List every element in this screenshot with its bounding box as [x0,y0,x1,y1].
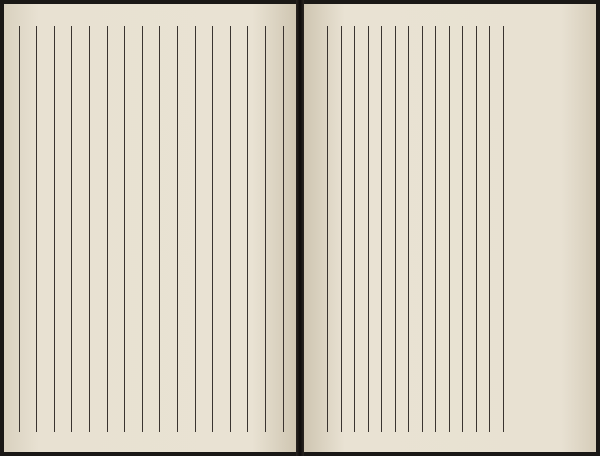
leader-line [327,26,329,432]
book-section-note [558,28,574,198]
toc-entry [538,22,557,436]
toc-entry [116,22,135,436]
leader-line [283,26,285,432]
leader-line [408,26,410,432]
leader-line [107,26,109,432]
leader-line [449,26,451,432]
leader-line [462,26,464,432]
leader-line [177,26,179,432]
leader-line [341,26,343,432]
leader-line [89,26,91,432]
leader-line [19,26,21,432]
leader-line [395,26,397,432]
column-header-note [518,48,536,198]
leader-line [354,26,356,432]
toc-entry [28,22,47,436]
leader-line [159,26,161,432]
leader-line [381,26,383,432]
leader-line [142,26,144,432]
left-page [4,4,296,452]
toc-entry [168,22,187,436]
toc-entry [133,22,152,436]
right-page [304,4,596,452]
toc-entry [186,22,205,436]
leader-line [36,26,38,432]
leader-line [230,26,232,432]
leader-line [435,26,437,432]
leader-line [422,26,424,432]
toc-entry [10,22,29,436]
toc-entry [256,22,275,436]
book-spine [296,0,304,456]
leader-line [503,26,505,432]
leader-line [71,26,73,432]
toc-entry [98,22,117,436]
toc-entry [204,22,223,436]
leader-line [476,26,478,432]
toc-entry [151,22,170,436]
toc-entry [274,22,293,436]
toc-entry [45,22,64,436]
toc-entry [239,22,258,436]
leader-line [54,26,56,432]
leader-line [368,26,370,432]
leader-line [195,26,197,432]
leader-line [212,26,214,432]
toc-entry [221,22,240,436]
toc-entry [319,22,338,436]
toc-entry [80,22,99,436]
leader-line [124,26,126,432]
leader-line [265,26,267,432]
toc-entry [63,22,82,436]
leader-line [489,26,491,432]
leader-line [247,26,249,432]
